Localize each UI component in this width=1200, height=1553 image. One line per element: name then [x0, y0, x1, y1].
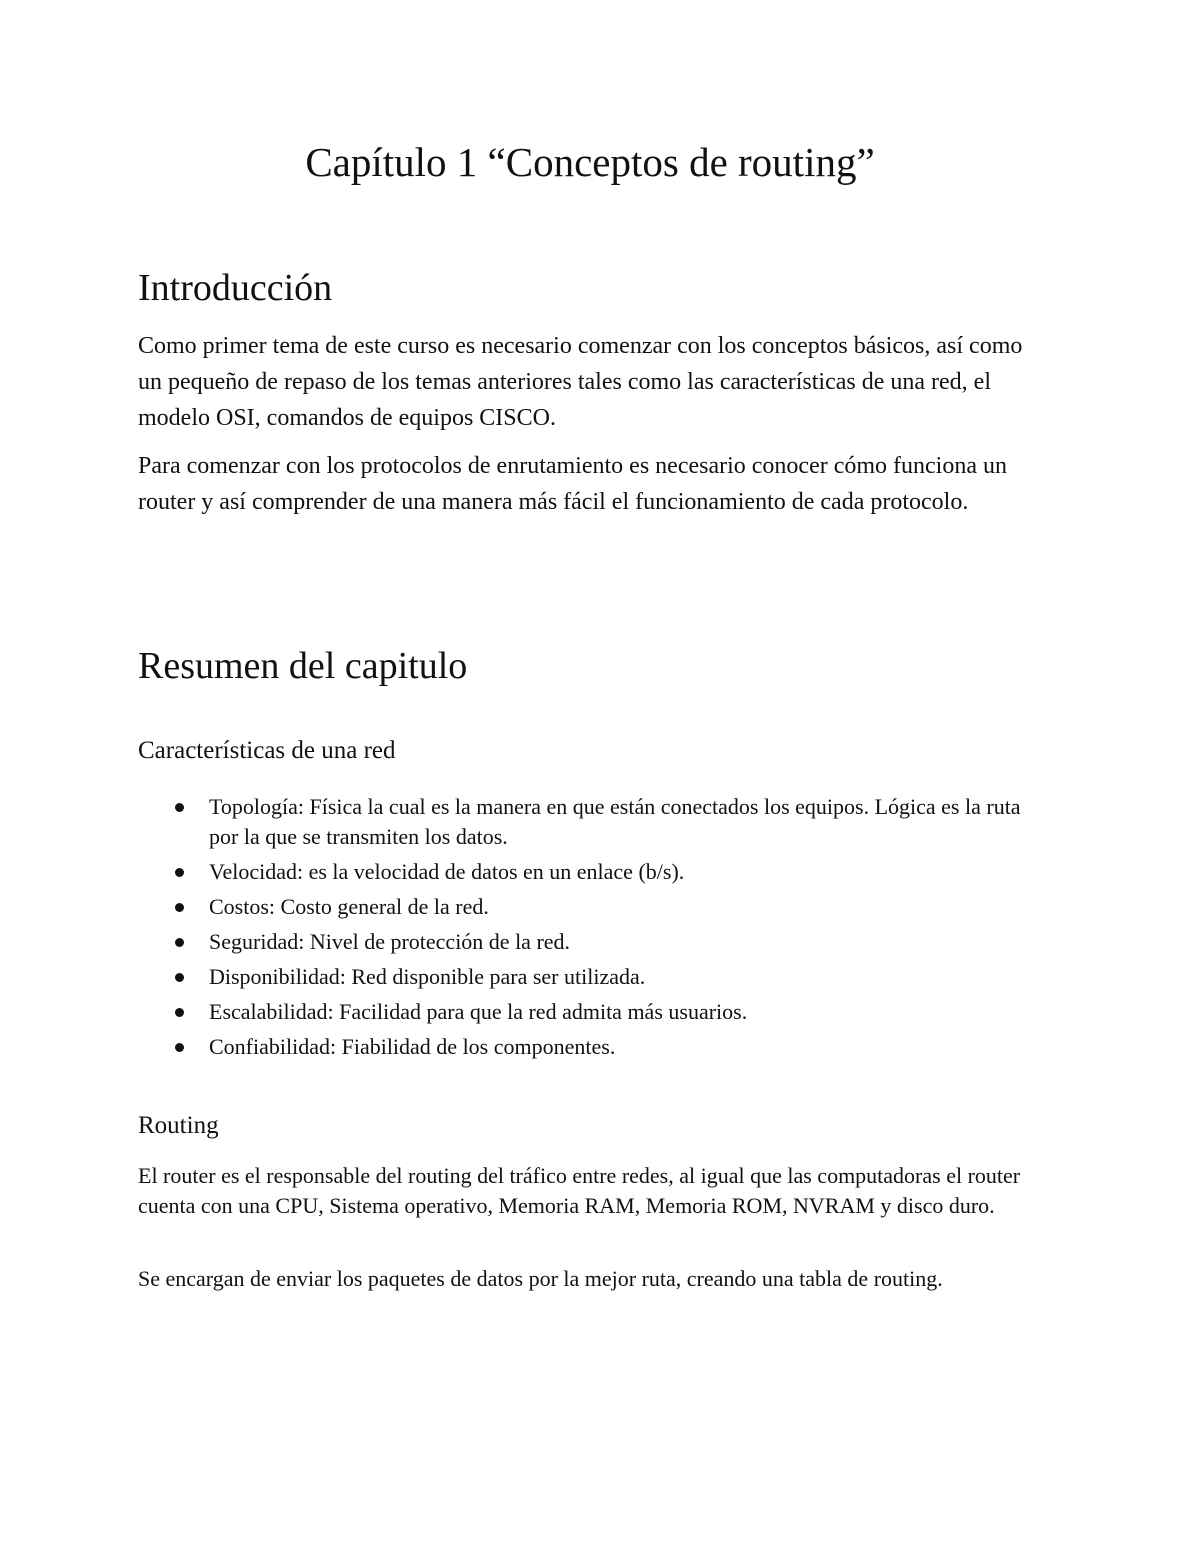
intro-paragraph-2: Para comenzar con los protocolos de enrutamiento es necesario conocer cómo funciona un router y así comprender de una manera más fácil el funcionamiento de cada protocolo. [138, 453, 1008, 515]
list-item-text: Costos: Costo general de la red. [209, 894, 489, 919]
list-item-text: Seguridad: Nivel de protección de la red. [209, 929, 571, 954]
list-item [138, 962, 1038, 992]
list-item [138, 892, 1038, 922]
list-item-text: Disponibilidad: Red disponible para ser utilizada. [209, 964, 646, 989]
bullet-icon [175, 1008, 184, 1017]
summary-heading: Resumen del capitulo [138, 645, 468, 687]
list-item [138, 792, 1038, 852]
intro-paragraph-1: Como primer tema de este curso es necesario comenzar con los conceptos básicos, así como un pequeño de repaso de los temas anteriores tales como las características de una red, el modelo OSI, comandos de equipos CISCO. [138, 333, 1023, 431]
chapter-title: Capítulo 1 “Conceptos de routing” [305, 139, 875, 185]
list-item-text: Confiabilidad: Fiabilidad de los componentes. [209, 1034, 616, 1059]
bullet-icon [175, 868, 184, 877]
list-item-text: Topología: Física la cual es la manera en que están conectados los equipos. Lógica es la ruta por la que se transmiten los datos. [209, 794, 1021, 849]
list-item [138, 997, 1038, 1027]
network-heading: Características de una red [138, 737, 396, 764]
list-item-text: Escalabilidad: Facilidad para que la red admita más usuarios. [209, 999, 748, 1024]
bullet-icon [175, 938, 184, 947]
bullet-icon [175, 1043, 184, 1052]
list-item-text: Velocidad: es la velocidad de datos en un enlace (b/s). [209, 859, 685, 884]
bullet-icon [175, 803, 184, 812]
network-characteristics-list [138, 792, 1038, 1067]
routing-heading: Routing [138, 1112, 219, 1139]
list-item [138, 927, 1038, 957]
routing-paragraph-2: Se encargan de enviar los paquetes de datos por la mejor ruta, creando una tabla de routing. [138, 1266, 943, 1291]
intro-heading: Introducción [138, 267, 333, 309]
bullet-icon [175, 903, 184, 912]
bullet-icon [175, 973, 184, 982]
list-item [138, 1032, 1038, 1062]
routing-paragraph-1: El router es el responsable del routing del tráfico entre redes, al igual que las computadoras el router cuenta con una CPU, Sistema operativo, Memoria RAM, Memoria ROM, NVRAM y disco duro. [138, 1163, 1021, 1218]
list-item [138, 857, 1038, 887]
